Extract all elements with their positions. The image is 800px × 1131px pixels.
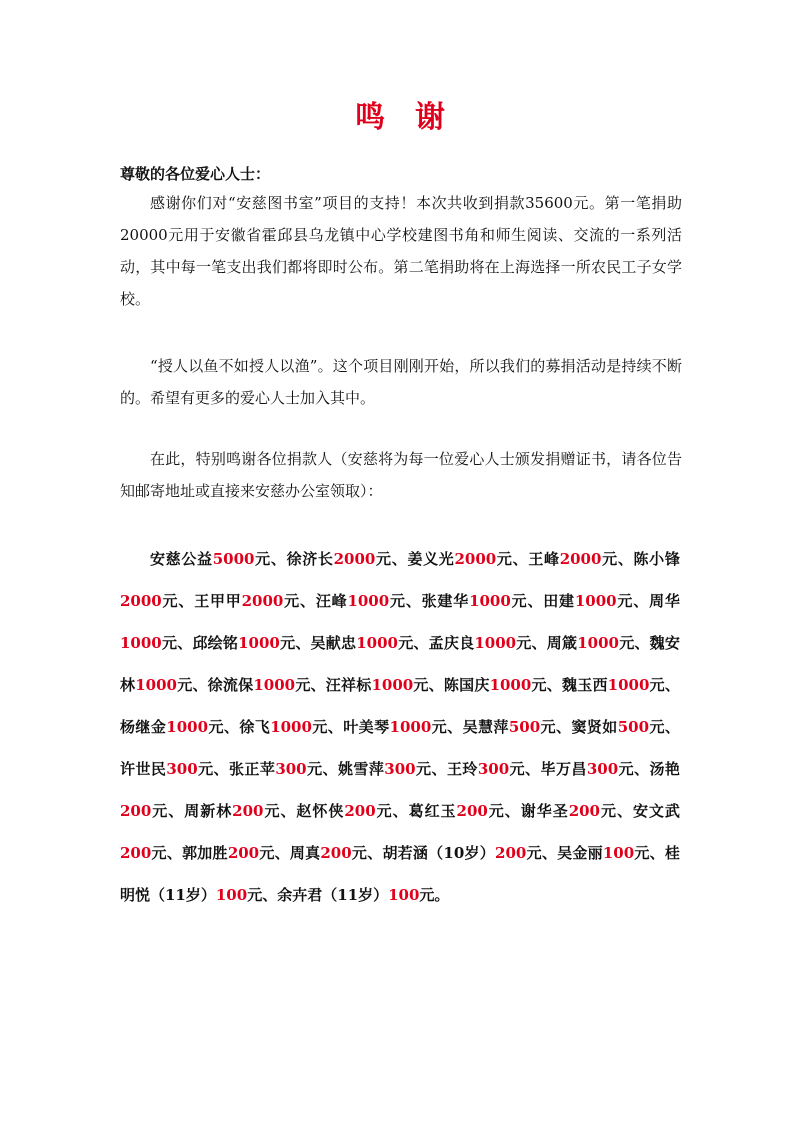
donor-amount: 100 xyxy=(215,886,248,904)
donor-entry xyxy=(543,592,649,610)
donor-entry xyxy=(192,634,310,652)
donor-entry xyxy=(311,634,429,652)
separator: 、 xyxy=(431,760,447,778)
donor-amount: 1000 xyxy=(270,718,312,736)
donor-entry xyxy=(547,634,650,652)
donor-entry xyxy=(429,634,547,652)
separator: 、 xyxy=(616,802,633,820)
currency-unit: 元 xyxy=(151,844,167,862)
donor-amount: 1000 xyxy=(607,676,650,694)
currency-unit: 元 xyxy=(616,592,634,610)
currency-unit: 元 xyxy=(618,760,635,778)
donor-name: 王玲 xyxy=(446,760,478,778)
donor-amount: 200 xyxy=(456,802,488,820)
currency-unit: 元 xyxy=(375,550,392,568)
donor-name: 安慈公益 xyxy=(150,550,213,568)
donor-amount: 300 xyxy=(384,760,416,778)
separator: 、 xyxy=(649,844,665,862)
separator: 、 xyxy=(664,718,680,736)
separator: 、 xyxy=(295,634,311,652)
donor-name: 张正苹 xyxy=(228,760,276,778)
donor-amount: 1000 xyxy=(577,634,619,652)
donor-amount: 200 xyxy=(227,844,260,862)
donor-name: 田建 xyxy=(543,592,575,610)
separator: 、 xyxy=(270,550,287,568)
donor-name: 张建华 xyxy=(421,592,470,610)
separator: 、 xyxy=(633,592,650,610)
donor-entry xyxy=(229,760,338,778)
donor-name: 魏安林 xyxy=(120,634,680,694)
currency-unit: 元 xyxy=(618,634,635,652)
donor-entry xyxy=(444,676,562,694)
currency-unit: 元 xyxy=(375,802,393,820)
currency-unit: 元 xyxy=(510,592,528,610)
currency-unit: 元 xyxy=(263,802,281,820)
donor-name: 吴金丽 xyxy=(557,844,603,862)
currency-unit: 元 xyxy=(295,676,311,694)
currency-unit: 元 xyxy=(311,718,328,736)
donor-name: 吴慧萍 xyxy=(462,718,509,736)
donor-entry xyxy=(557,844,665,862)
currency-unit: 元 xyxy=(431,718,448,736)
donor-entry xyxy=(422,592,544,610)
donor-entry xyxy=(120,760,229,778)
donor-entry xyxy=(463,718,572,736)
currency-unit: 元 xyxy=(151,802,169,820)
donor-name: 汤艳 xyxy=(649,760,680,778)
separator: 、 xyxy=(617,550,634,568)
separator: 、 xyxy=(310,676,326,694)
donor-amount: 2000 xyxy=(559,550,602,568)
separator: 、 xyxy=(262,886,278,904)
donor-name: 叶美琴 xyxy=(343,718,390,736)
donor-amount: 1000 xyxy=(489,676,532,694)
donor-amount: 2000 xyxy=(241,592,284,610)
donor-amount: 1000 xyxy=(574,592,617,610)
donor-name: 周箴 xyxy=(546,634,578,652)
currency-unit: 元 xyxy=(259,844,275,862)
currency-unit: 元 xyxy=(600,802,617,820)
currency-unit: 元 xyxy=(496,550,513,568)
donor-amount: 1000 xyxy=(389,718,432,736)
paragraph-thanks: 感谢你们对“安慈图书室”项目的支持！本次共收到捐款35600元。第一笔捐助20000元用于安徽省霍邱县乌龙镇中心学校建图书角和师生阅读、交流的一系列活动，其中每一笔支出我们都将即时公布。第二笔捐助将在上海选择一所农民工子女学校。 xyxy=(120,194,682,308)
donor-entry xyxy=(541,760,650,778)
donor-amount: 100 xyxy=(388,886,420,904)
currency-unit: 元 xyxy=(283,592,300,610)
currency-unit: 元 xyxy=(247,886,263,904)
donor-entry xyxy=(326,676,444,694)
donor-name: 郭加胜 xyxy=(182,844,228,862)
donor-amount: 1000 xyxy=(253,676,296,694)
donor-name: 汪峰 xyxy=(315,592,348,610)
donor-entry xyxy=(194,592,316,610)
donor-name: 窦贤如 xyxy=(571,718,618,736)
donor-amount: 2000 xyxy=(454,550,497,568)
page-title: 鸣谢 xyxy=(355,100,475,135)
currency-unit: 元 xyxy=(161,634,178,652)
donor-amount: 1000 xyxy=(120,634,162,652)
donor-name: 陈小锋 xyxy=(633,550,680,568)
donor-name: 王峰 xyxy=(528,550,560,568)
separator: 、 xyxy=(274,844,290,862)
donor-name: 毕万昌 xyxy=(540,760,587,778)
separator: 、 xyxy=(405,592,422,610)
donor-name: 许世民 xyxy=(120,760,167,778)
donor-list xyxy=(120,538,680,916)
donor-amount: 1000 xyxy=(474,634,517,652)
separator: 、 xyxy=(280,802,297,820)
donor-name: 徐飞 xyxy=(239,718,271,736)
separator: 、 xyxy=(177,634,193,652)
donor-name: 周华 xyxy=(649,592,680,610)
donor-amount: 200 xyxy=(320,844,352,862)
separator: 、 xyxy=(428,676,444,694)
separator: 、 xyxy=(664,676,680,694)
separator: 、 xyxy=(634,634,650,652)
separator: 、 xyxy=(327,718,344,736)
donor-entry xyxy=(447,760,541,778)
currency-unit: 元 xyxy=(531,676,547,694)
separator: 、 xyxy=(413,634,429,652)
currency-unit: 元 xyxy=(351,844,368,862)
separator: 、 xyxy=(512,550,529,568)
separator: 、 xyxy=(391,550,408,568)
donor-name: 桂明悦（11岁） xyxy=(120,844,680,904)
donor-entry xyxy=(562,676,680,694)
donor-name: 赵怀侠 xyxy=(296,802,345,820)
donor-name: 杨继金 xyxy=(120,718,167,736)
donor-amount: 200 xyxy=(495,844,527,862)
donor-entry xyxy=(382,844,557,862)
donor-entry xyxy=(120,718,239,736)
donor-name: 胡若涵（10岁） xyxy=(382,844,496,862)
donor-amount: 500 xyxy=(508,718,541,736)
separator: 、 xyxy=(392,802,409,820)
donor-entry xyxy=(296,802,408,820)
donor-entry xyxy=(208,676,326,694)
currency-unit: 元 xyxy=(208,718,224,736)
donor-amount: 5000 xyxy=(212,550,255,568)
currency-unit: 元 xyxy=(516,634,532,652)
separator: 、 xyxy=(166,844,183,862)
separator: 、 xyxy=(447,718,463,736)
donor-name: 姚雪萍 xyxy=(337,760,385,778)
donor-amount: 1000 xyxy=(166,718,209,736)
separator: 、 xyxy=(300,592,316,610)
donor-amount: 500 xyxy=(617,718,650,736)
currency-unit: 元 xyxy=(279,634,296,652)
donor-entry xyxy=(316,592,422,610)
currency-unit: 元 xyxy=(509,760,526,778)
currency-unit: 元 xyxy=(649,718,665,736)
donor-amount: 200 xyxy=(120,802,152,820)
donor-name: 周真 xyxy=(289,844,321,862)
donor-entry xyxy=(277,886,449,904)
donor-name: 余卉君（11岁） xyxy=(277,886,389,904)
donor-name: 徐济长 xyxy=(286,550,334,568)
separator: 、 xyxy=(223,718,240,736)
currency-unit: 元 xyxy=(649,676,665,694)
donor-entry xyxy=(407,550,528,568)
donor-entry xyxy=(409,802,521,820)
donor-name: 汪祥标 xyxy=(325,676,372,694)
donor-entry xyxy=(521,802,633,820)
donor-amount: 300 xyxy=(586,760,619,778)
donor-entry xyxy=(338,760,447,778)
donor-entry xyxy=(343,718,462,736)
separator: 、 xyxy=(178,592,195,610)
currency-unit: 元 xyxy=(254,550,271,568)
donor-entry xyxy=(184,802,296,820)
paragraph-acknowledgement: 在此，特别鸣谢各位捐款人（安慈将为每一位爱心人士颁发捐赠证书，请各位告知邮寄地址或直接来安慈办公室领取）： xyxy=(120,450,682,500)
donor-entry xyxy=(239,718,343,736)
donor-name: 周新林 xyxy=(184,802,233,820)
currency-unit: 元 xyxy=(540,718,557,736)
donor-name: 徐流保 xyxy=(207,676,254,694)
separator: 、 xyxy=(367,844,383,862)
currency-unit: 元 xyxy=(601,550,618,568)
currency-unit: 元 xyxy=(526,844,542,862)
donor-amount: 2000 xyxy=(120,592,162,610)
salutation: 尊敬的各位爱心人士： xyxy=(120,165,271,183)
donor-amount: 2000 xyxy=(333,550,376,568)
donor-entry xyxy=(290,844,383,862)
donor-name: 王甲甲 xyxy=(194,592,242,610)
donor-amount: 1000 xyxy=(135,676,177,694)
separator: 、 xyxy=(322,760,338,778)
separator: 、 xyxy=(504,802,521,820)
donor-entry xyxy=(528,550,633,568)
donor-name: 孟庆良 xyxy=(428,634,475,652)
separator: 、 xyxy=(634,760,650,778)
paragraph-motto: “授人以鱼不如授人以渔”。这个项目刚刚开始，所以我们的募捐活动是持续不断的。希望有更多的爱心人士加入其中。 xyxy=(120,357,682,407)
currency-unit: 元 xyxy=(487,802,505,820)
currency-unit: 元 xyxy=(197,760,214,778)
donor-name: 谢华圣 xyxy=(520,802,569,820)
donor-name: 邱绘铭 xyxy=(192,634,239,652)
donor-amount: 100 xyxy=(602,844,635,862)
currency-unit: 元 xyxy=(389,592,406,610)
currency-unit: 元 xyxy=(634,844,650,862)
donor-amount: 300 xyxy=(166,760,198,778)
donor-amount: 1000 xyxy=(469,592,511,610)
donor-name: 葛红玉 xyxy=(408,802,457,820)
separator: 。 xyxy=(434,886,450,904)
donor-amount: 1000 xyxy=(238,634,280,652)
currency-unit: 元 xyxy=(415,760,432,778)
separator: 、 xyxy=(527,592,544,610)
donor-amount: 1000 xyxy=(356,634,398,652)
currency-unit: 元 xyxy=(397,634,414,652)
donor-amount: 300 xyxy=(275,760,307,778)
donor-name: 魏玉西 xyxy=(562,676,608,694)
donor-entry xyxy=(182,844,290,862)
separator: 、 xyxy=(556,718,572,736)
separator: 、 xyxy=(213,760,229,778)
donor-name: 吴献忠 xyxy=(310,634,357,652)
donor-amount: 200 xyxy=(344,802,376,820)
donor-amount: 1000 xyxy=(371,676,414,694)
currency-unit: 元 xyxy=(176,676,193,694)
donor-amount: 1000 xyxy=(347,592,390,610)
separator: 、 xyxy=(531,634,547,652)
separator: 、 xyxy=(546,676,562,694)
donor-name: 陈国庆 xyxy=(443,676,490,694)
donor-amount: 200 xyxy=(568,802,600,820)
donor-amount: 200 xyxy=(120,844,152,862)
donor-entry xyxy=(287,550,408,568)
currency-unit: 元 xyxy=(419,886,435,904)
donor-entry xyxy=(150,550,287,568)
donor-name: 安文武 xyxy=(632,802,680,820)
donor-amount: 300 xyxy=(477,760,510,778)
separator: 、 xyxy=(168,802,185,820)
donor-name: 姜义光 xyxy=(407,550,455,568)
separator: 、 xyxy=(541,844,558,862)
separator: 、 xyxy=(525,760,541,778)
donor-amount: 200 xyxy=(232,802,264,820)
currency-unit: 元 xyxy=(306,760,323,778)
currency-unit: 元 xyxy=(413,676,429,694)
donor-entry xyxy=(571,718,679,736)
currency-unit: 元 xyxy=(161,592,179,610)
separator: 、 xyxy=(192,676,208,694)
